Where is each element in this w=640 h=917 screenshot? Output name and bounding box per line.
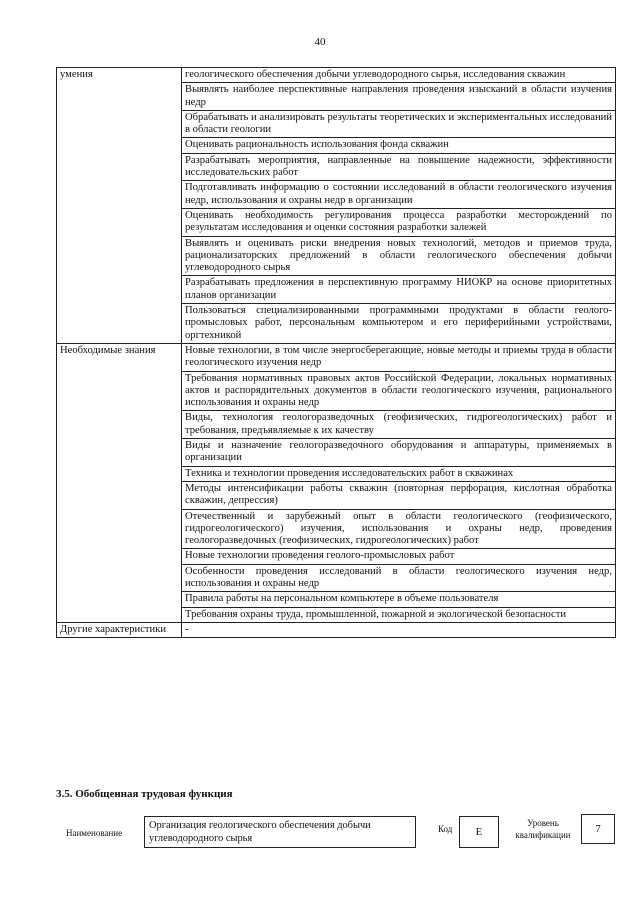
knowledge-item: Требования нормативных правовых актов Российской Федерации, локальных нормативных актов и распорядительных документов в области геологического изучения, рационального использования и охраны недр <box>182 371 616 411</box>
table-row <box>57 622 616 637</box>
skills-item: Обрабатывать и анализировать результаты теоретических и экспериментальных исследований в области геологии <box>182 110 616 138</box>
knowledge-item: Правила работы на персональном компьютере в объеме пользователя <box>182 592 616 607</box>
table-row <box>57 68 616 83</box>
code-value: E <box>459 816 499 848</box>
knowledge-item: Методы интенсификации работы скважин (повторная перфорация, кислотная обработка скважин, депрессия) <box>182 481 616 509</box>
skills-item: Разрабатывать мероприятия, направленные на повышение надежности, эффективности исследовательских работ <box>182 153 616 181</box>
other-label: Другие характеристики <box>57 622 182 637</box>
qualification-level-label: Уровень квалификации <box>515 818 571 840</box>
knowledge-item: Техника и технологии проведения исследовательских работ в скважинах <box>182 466 616 481</box>
knowledge-item: Особенности проведения исследований в области геологического изучения недр, использования и охраны недр <box>182 564 616 592</box>
generalized-function-row <box>56 812 616 852</box>
section-title: 3.5. Обобщенная трудовая функция <box>56 788 233 800</box>
skills-item: Пользоваться специализированными программными продуктами в области геолого-промысловых работ, персональным компьютером и его периферийными устройствами, оргтехникой <box>182 304 616 344</box>
qualification-level-value: 7 <box>581 814 615 844</box>
skills-item: Оценивать необходимость регулирования процесса разработки месторождений по результатам исследования и оценки состояния разработки залежей <box>182 208 616 236</box>
skills-item: Разрабатывать предложения в перспективную программу НИОКР на основе приоритетных планов организации <box>182 276 616 304</box>
skills-item: геологического обеспечения добычи углеводородного сырья, исследования скважин <box>182 68 616 83</box>
other-value: - <box>182 622 616 637</box>
knowledge-item: Требования охраны труда, промышленной, пожарной и экологической безопасности <box>182 607 616 622</box>
name-label: Наименование <box>66 828 123 838</box>
function-name-value: Организация геологического обеспечения добычи углеводородного сырья <box>144 816 416 848</box>
skills-item: Выявлять наиболее перспективные направления проведения изысканий в области изучения недр <box>182 83 616 111</box>
knowledge-item: Виды и назначение геологоразведочного оборудования и аппаратуры, применяемых в организации <box>182 439 616 467</box>
requirements-table <box>56 67 616 638</box>
skills-item: Оценивать рациональность использования фонда скважин <box>182 138 616 153</box>
knowledge-item: Отечественный и зарубежный опыт в области геологического (геофизического, гидрогеологического) изучения, использования и охраны недр, проведения геологоразведочных (геофизических, гидрогеологических) работ <box>182 509 616 549</box>
knowledge-item: Новые технологии, в том числе энергосберегающие, новые методы и приемы труда в области геологического изучения недр <box>182 343 616 371</box>
skills-item: Выявлять и оценивать риски внедрения новых технологий, методов и приемов труда, рационализаторских предложений в области геологического обеспечения добычи углеводородного сырья <box>182 236 616 276</box>
code-label: Код <box>438 824 453 834</box>
page-number: 40 <box>314 36 326 48</box>
skills-label: умения <box>57 68 182 344</box>
knowledge-item: Новые технологии проведения геолого-промысловых работ <box>182 549 616 564</box>
skills-item: Подготавливать информацию о состоянии исследований в области геологического изучения недр, использования и охраны недр в организации <box>182 181 616 209</box>
knowledge-item: Виды, технология геологоразведочных (геофизических, гидрогеологических) работ и требования, предъявляемые к их качеству <box>182 411 616 439</box>
table-row <box>57 343 616 371</box>
knowledge-label: Необходимые знания <box>57 343 182 622</box>
